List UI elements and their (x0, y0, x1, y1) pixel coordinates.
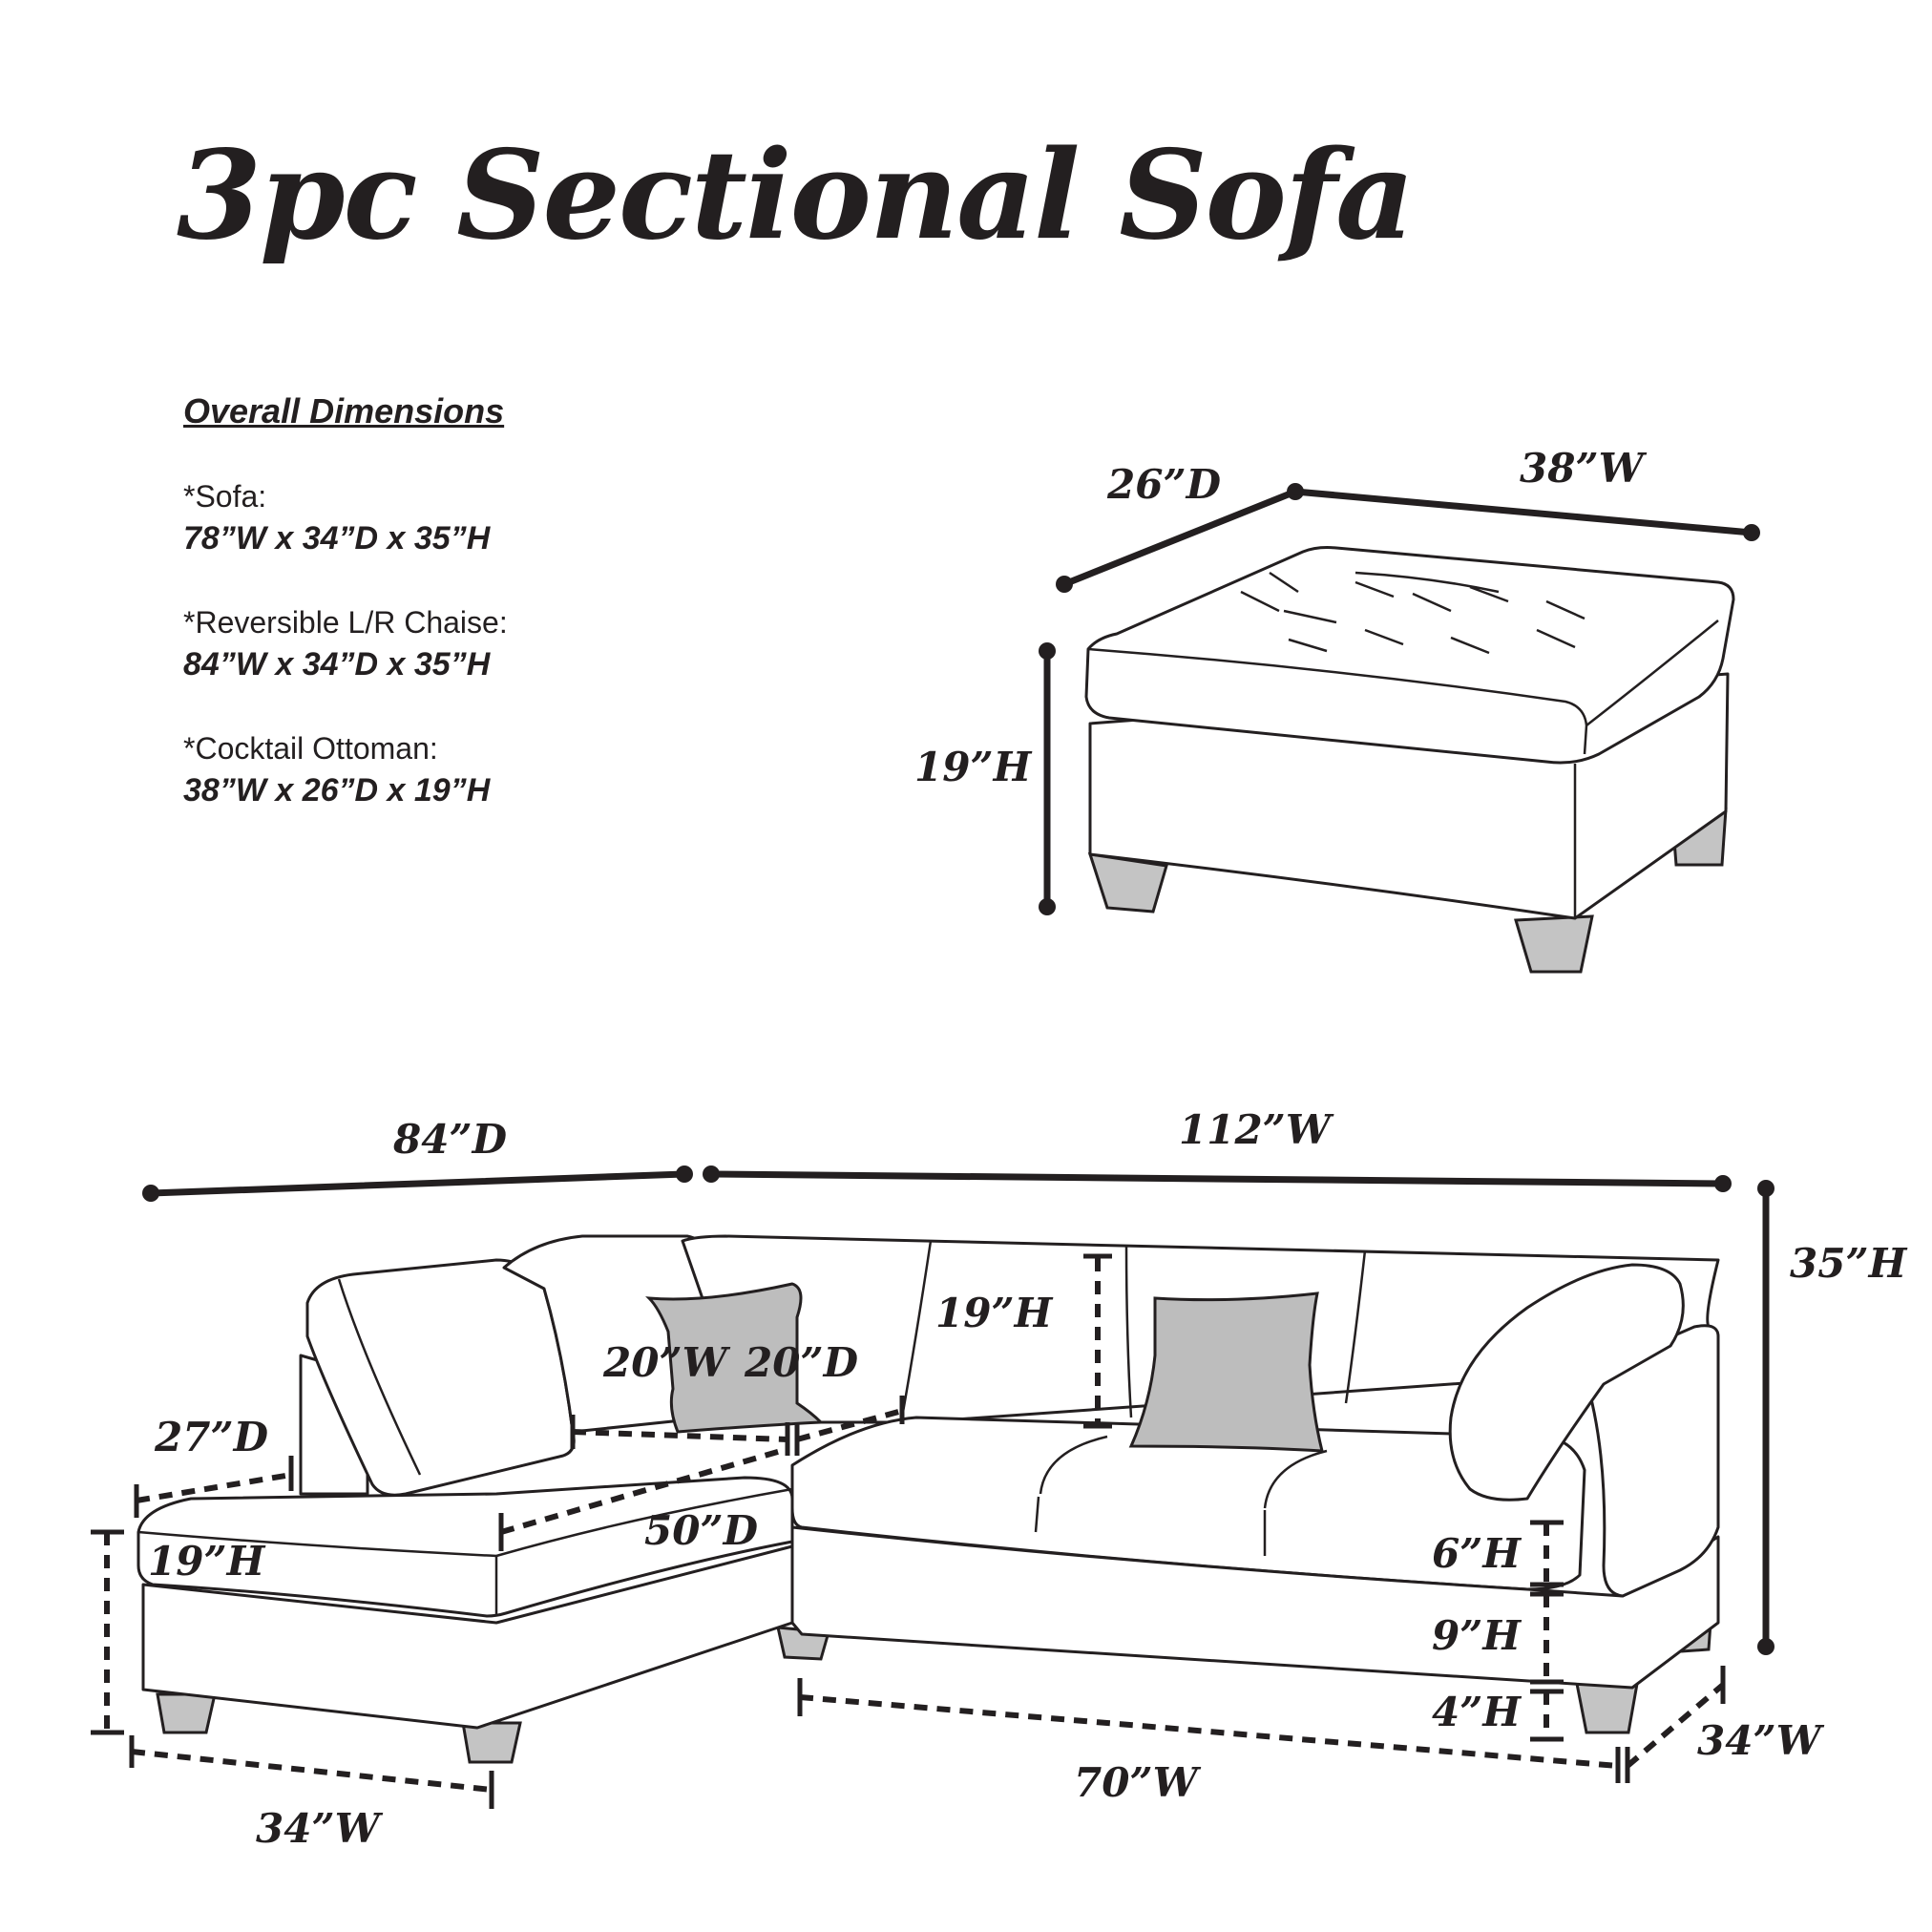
dimension-endpoint (1056, 576, 1073, 593)
back-height-label: 19”H (935, 1290, 1053, 1336)
dimension-value: 84”W x 34”D x 35”H (183, 646, 491, 682)
dimension-value: 78”W x 34”D x 35”H (183, 520, 491, 556)
dimension-endpoint (1714, 1175, 1732, 1192)
cushion-height-label: 6”H (1432, 1530, 1522, 1577)
dimension-label: *Sofa: (183, 479, 267, 514)
dimension-endpoint (1039, 898, 1056, 915)
ottoman-height-label: 19”H (914, 744, 1032, 790)
sofa-seat-width-label: 70”W (1074, 1759, 1198, 1806)
pillow-width-label: 20”W (603, 1339, 727, 1386)
sectional-illustration (138, 1236, 1718, 1762)
dimension-value: 38”W x 26”D x 19”H (183, 772, 491, 808)
overall-dimensions-heading: Overall Dimensions (183, 391, 505, 430)
dimension-endpoint (1757, 1180, 1774, 1197)
seat-height-label: 19”H (148, 1538, 265, 1585)
dimension-endpoint (1743, 524, 1760, 541)
dimension-endpoint (1039, 642, 1056, 660)
ottoman-width-label: 38”W (1520, 445, 1644, 492)
chaise-seat-depth-label: 27”D (155, 1414, 269, 1460)
ottoman-depth-label: 26”D (1107, 461, 1222, 508)
ottoman-width-line (1295, 492, 1752, 533)
dimension-endpoint (1757, 1638, 1774, 1655)
dimension-label: *Reversible L/R Chaise: (183, 605, 508, 640)
sectional-leg (1577, 1684, 1637, 1732)
base-height-label: 9”H (1432, 1612, 1522, 1659)
dimension-endpoint (142, 1185, 159, 1202)
chaise-depth-label: 84”D (393, 1116, 508, 1163)
page-title: 3pc Sectional Sofa (177, 124, 1413, 267)
chaise-length-label: 50”D (644, 1507, 759, 1554)
dimension-label: *Cocktail Ottoman: (183, 731, 438, 766)
throw-pillow (1131, 1293, 1322, 1451)
leg-height-label: 4”H (1432, 1689, 1522, 1735)
dimension-endpoint (676, 1166, 693, 1183)
sofa-depth-label: 34”W (1697, 1717, 1821, 1764)
pillow-depth-label: 20”D (745, 1339, 859, 1386)
total-width-label: 112”W (1179, 1106, 1331, 1153)
sectional-leg (463, 1723, 520, 1762)
total-height-label: 35”H (1790, 1240, 1907, 1287)
chaise-depth-line (151, 1174, 684, 1193)
dimension-endpoint (703, 1166, 720, 1183)
total-width-line (711, 1174, 1723, 1184)
ottoman-leg (1516, 916, 1592, 972)
chaise-width-line (132, 1752, 492, 1790)
chaise-width-label: 34”W (256, 1805, 380, 1852)
sectional-leg (158, 1694, 215, 1732)
ottoman-illustration (1086, 548, 1733, 973)
